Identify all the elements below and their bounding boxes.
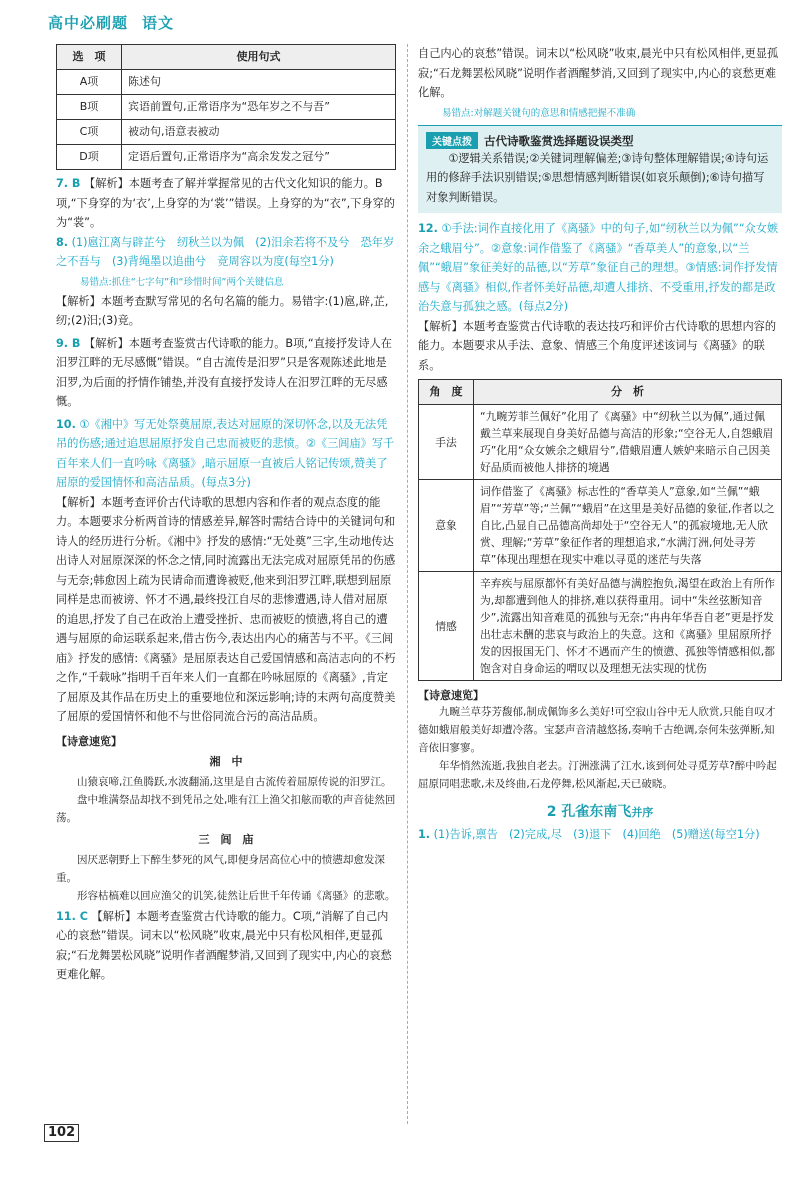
question-10: 10. ①《湘中》写无处祭奠屈原,表达对屈原的深切怀念,以及无法凭吊的伤感;通过追思屈原抒发自己忠而被贬的悲愤。②《三闾庙》写千百年来人们一直吟咏《离骚》,暗示屈原一直被后人铭记传颂,赞美了屈原的爱国情怀和高洁品质。(每点3分) — [56, 417, 395, 489]
poem-line: 因厌恶朝野上下醉生梦死的风气,即便身居高位心中的愤懑却愈发深重。 — [56, 853, 385, 884]
table-row: D项 定语后置句,正常语序为“高余发发之冠兮” — [57, 145, 396, 170]
question-11: 11. C 【解析】本题考查鉴赏古代诗歌的能力。C项,“消解了自己内心的哀愁”错误。词末以“松风晓”收束,晨光中只有松风相伴,更显孤寂;“石龙舞罢松风晓”说明作者酒醒梦消,又回到了现实中,内心的哀愁更难化解。 — [56, 909, 392, 981]
poem-line: 盘中堆满祭品却找不到凭吊之处,唯有江上渔父扣舷而歌的声音徒然回荡。 — [56, 793, 396, 824]
table-row: 意象 词作借鉴了《离骚》标志性的“香草美人”意象,如“兰佩”“蛾眉”“芳草”等;“兰佩”“蛾眉”在这里是美好品德的象征,作者以之自比,凸显自己品德高尚却处于“空谷无人”的孤寂境地,无人欣赏、理解;“芳草”象征作者的理想追求,“水满汀洲,何处寻芳草”体现出理想在现实中难以寻觅的迷茫与失落 — [419, 480, 782, 572]
key-point-box — [418, 125, 782, 214]
tip-8: 易错点:抓住“七字句”和“珍惜时间”两个关键信息 — [80, 276, 284, 288]
analysis-10: 【解析】本题考查评价古代诗歌的思想内容和作者的观点态度的能力。本题要求分析两首诗的情感差异,解答时需结合诗中的关键词句和诗人的经历进行分析。《湘中》抒发的感情:“无处奠”三字,生动地传达出诗人对屈原深深的怀念之情,同时流露出无法完成对屈原凭吊的伤感与无奈;韩愈因上疏为民请命而遭谗被贬,他来到汨罗江畔,联想到屈原同样是忠而被谤、怀才不遇,最终投江自尽的悲惨遭遇,诗人借对屈原的追思,抒发了自己在政治上遭受挫折、忠而被贬的愤懑,将自己的遭遇与屈原的命运联系起来,借古伤今,表达出内心的痛苦与不平。《三闾庙》抒发的感情:《离骚》是屈原表达自己爱国情感和高洁志向的不朽之作,“千载咏”指明千百年来人们一直都在吟咏屈原的《离骚》,肯定了屈原及其作品在历史上的重要地位和深远影响;诗的末两句高度赞美了屈原的爱国情怀和他不与世俗同流合污的高洁品质。 — [56, 495, 396, 723]
poem-line: 年华悄然流逝,我独自老去。汀洲涨满了江水,该到何处寻觅芳草?醉中吟起屈原同唱悲歌,未及终曲,石龙停舞,松风渐起,天已破晓。 — [418, 760, 777, 790]
question-9: 9. B 【解析】本题考查鉴赏古代诗歌的能力。B项,“直接抒发诗人在汨罗江畔的无尽感慨”错误。“自古流传是汨罗”只是客观陈述此地是汨罗,为后面的抒情作铺垫,并没有直接抒发诗人在汨罗江畔的无尽感慨。 — [56, 336, 392, 408]
subject-title: 语文 — [142, 14, 175, 32]
page-number: 102 — [44, 1124, 79, 1142]
table-header: 使用句式 — [122, 45, 396, 70]
table-row: 手法 “九畹芳菲兰佩好”化用了《离骚》中“纫秋兰以为佩”,通过佩戴兰草来展现自身美好品德与高洁的形象;“空谷无人,自怨蛾眉巧”化用“众女嫉余之蛾眉兮”,借蛾眉遭人嫉妒来暗示自己因美好品质而被他人排挤的境遇 — [419, 405, 782, 480]
poem-line: 九畹兰草芬芳馥郁,制成佩饰多么美好!可空寂山谷中无人欣赏,只能自叹才德如蛾眉般美好却遭冷落。宝瑟声音清越悠扬,奏响千古绝调,奈何朱弦弹断,知音依旧寥寥。 — [418, 706, 776, 754]
poem-title: 湘 中 — [209, 754, 243, 768]
analysis-table — [418, 379, 782, 681]
sentence-type-table — [56, 44, 396, 170]
section-suffix: 并序 — [631, 806, 654, 819]
table-row: 情感 辛弃疾与屈原都怀有美好品德与满腔抱负,渴望在政治上有所作为,却都遭到他人的排挤,难以获得重用。词中“朱丝弦断知音少”,流露出知音难觅的孤独与无奈;“冉冉年华吾自老”更是抒发出壮志未酬的悲哀与政治上的失意。这和《离骚》里屈原所抒发的因报国无门、怀才不遇而产生的愤懑、孤独等情感相似,都饱含对自身命运的喟叹以及理想无法实现的忧伤 — [419, 572, 782, 681]
poem-line: 山猿哀啼,江鱼腾跃,水波翻涌,这里是自古流传着屈原传说的汨罗江。 — [77, 775, 392, 788]
poems-label: 【诗意速览】 — [56, 734, 122, 748]
page-header — [48, 12, 188, 33]
question-11-continued: 自己内心的哀愁”错误。词末以“松风晓”收束,晨光中只有松风相伴,更显孤寂;“石龙舞罢松风晓”说明作者酒醒梦消,又回到了现实中,内心的哀愁更难化解。 — [418, 47, 779, 99]
key-point-title: 古代诗歌鉴赏选择题设误类型 — [484, 133, 634, 148]
table-row: C项 被动句,语意表被动 — [57, 120, 396, 145]
section-number: 2 — [546, 804, 557, 820]
tip-11: 易错点:对解题关键句的意思和情感把握不准确 — [442, 107, 636, 119]
table-header: 选 项 — [57, 45, 122, 70]
question-12: 12. ①手法:词作直接化用了《离骚》中的句子,如“纫秋兰以为佩”“众女嫉余之蛾眉兮”。②意象:词作借鉴了《离骚》“香草美人”的意象,以“兰佩”“蛾眉”象征美好的品德,以“芳草”象征自己的理想。③情感:词作抒发情感与《离骚》相似,作者怀美好品德,却遭人排挤、不受重用,抒发的都是政治失意与孤独之感。(每点2分) — [418, 222, 779, 313]
question-1: 1. (1)告诉,禀告 (2)完成,尽 (3)退下 (4)回绝 (5)赠送(每空1分) — [418, 828, 760, 841]
poem-title: 三 闾 庙 — [198, 832, 254, 846]
key-point-text: ①逻辑关系错误;②关键词理解偏差;③诗句整体理解错误;④诗句运用的修辞手法识别错误;⑤思想情感判断错误(如哀乐颠倒);⑥诗句描写对象判断错误。 — [426, 151, 769, 204]
question-7: 7. B 【解析】本题考查了解并掌握常见的古代文化知识的能力。B项,“下身穿的为‘衣’,上身穿的为‘裳’”错误。上身穿的为“衣”,下身穿的为“裳”。 — [56, 177, 395, 229]
poem-line: 形容枯槁难以回应渔父的讥笑,徒然让后世千年传诵《离骚》的悲歌。 — [77, 889, 396, 902]
analysis-8: 【解析】本题考查默写常见的名句名篇的能力。易错字:(1)扈,辟,芷,纫;(2)汨;(3)竞。 — [56, 294, 389, 327]
left-column — [56, 44, 396, 981]
key-point-label: 关键点拨 — [426, 132, 478, 149]
table-header: 分 析 — [474, 380, 782, 405]
question-8: 8. (1)扈江离与辟芷兮 纫秋兰以为佩 (2)汨余若将不及兮 恐年岁之不吾与 (3)背绳墨以追曲兮 竞周容以为度(每空1分) — [56, 235, 395, 268]
section-heading — [418, 801, 782, 821]
poems-label-2: 【诗意速览】 — [418, 689, 484, 702]
book-title: 高中必刷题 — [48, 14, 129, 32]
table-row: B项 宾语前置句,正常语序为“恐年岁之不与吾” — [57, 95, 396, 120]
section-title: 孔雀东南飞 — [561, 804, 632, 820]
analysis-12: 【解析】本题考查鉴赏古代诗歌的表达技巧和评价古代诗歌的思想内容的能力。本题要求从手法、意象、情感三个角度评述该词与《离骚》的联系。 — [418, 319, 777, 372]
column-divider — [407, 44, 409, 1124]
right-column — [418, 44, 782, 845]
table-header: 角 度 — [419, 380, 474, 405]
table-row: A项 陈述句 — [57, 70, 396, 95]
